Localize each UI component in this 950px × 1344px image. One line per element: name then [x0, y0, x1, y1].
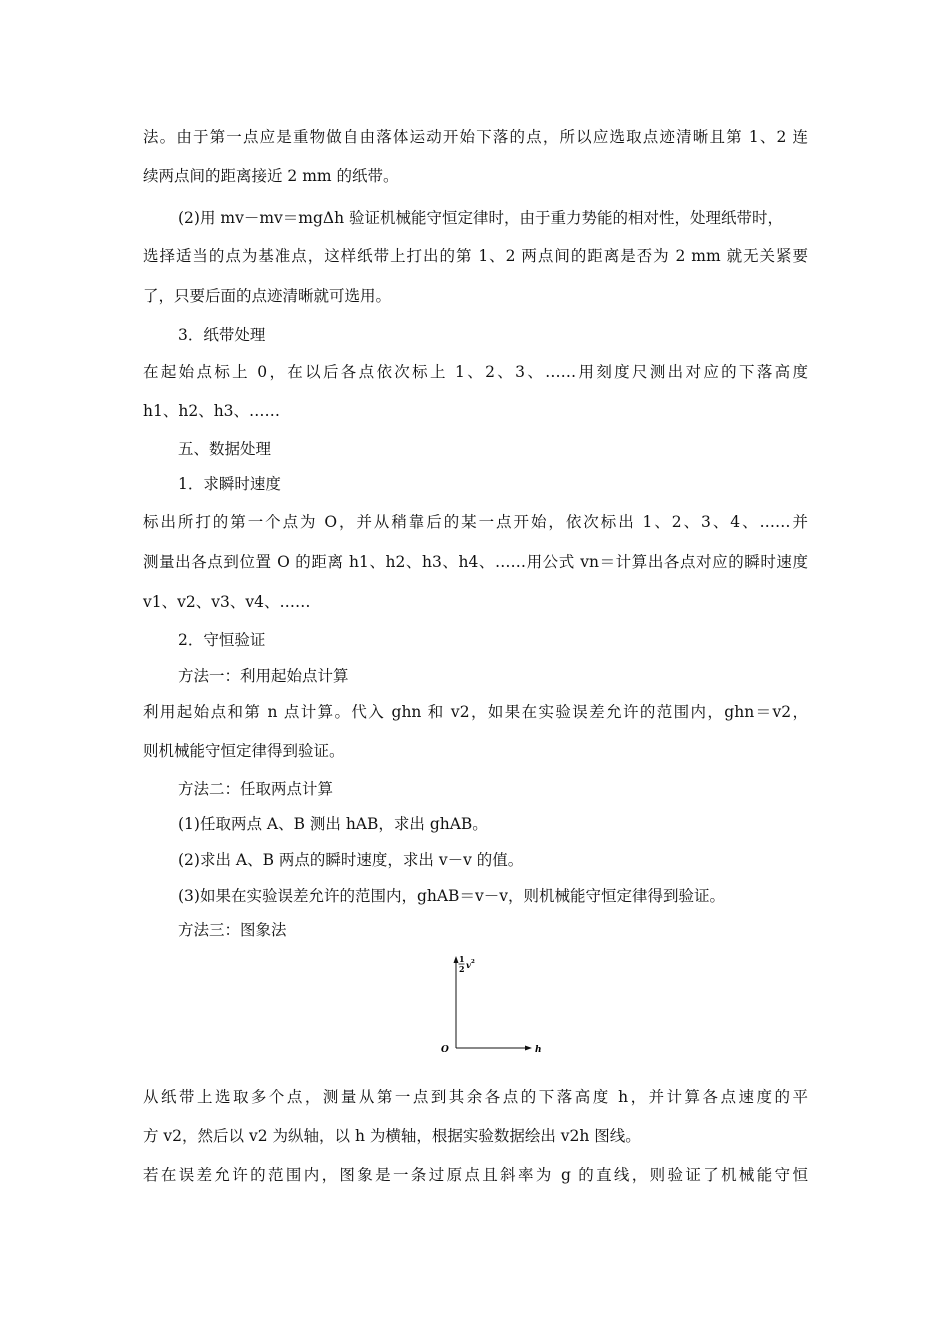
- method-heading: 方法二：任取两点计算: [178, 780, 334, 798]
- text-line: 续两点间的距离接近 2 mm 的纸带。: [143, 167, 399, 185]
- text-line: (1)任取两点 A、B 测出 hAB，求出 ghAB。: [178, 815, 488, 833]
- text-line: v1、v2、v3、v4、……: [143, 593, 311, 611]
- y-label-exponent: 2: [471, 959, 475, 965]
- text-line: (3)如果在实验误差允许的范围内，ghAB＝v－v，则机械能守恒定律得到验证。: [178, 887, 725, 905]
- text-line: 若在误差允许的范围内，图象是一条过原点且斜率为 g 的直线，则验证了机械能守恒: [143, 1166, 808, 1184]
- x-axis-arrow: [525, 1046, 532, 1051]
- section-heading: 3．纸带处理: [178, 326, 266, 344]
- method-heading: 方法三：图象法: [178, 921, 287, 939]
- y-label-denominator: 2: [459, 964, 465, 974]
- text-line: 了，只要后面的点迹清晰就可选用。: [143, 287, 392, 305]
- text-line: h1、h2、h3、……: [143, 402, 281, 420]
- text-line: 利用起始点和第 n 点计算。代入 ghn 和 v2，如果在实验误差允许的范围内，ghn＝v2，: [143, 703, 808, 721]
- section-heading: 五、数据处理: [178, 440, 272, 458]
- text-line: 选择适当的点为基准点，这样纸带上打出的第 1、2 两点间的距离是否为 2 mm 就无关紧要: [143, 247, 808, 265]
- y-label-variable: v: [466, 961, 471, 971]
- v2-h-graph: [436, 948, 548, 1060]
- y-label-numerator: 1: [459, 954, 465, 964]
- text-line: (2)求出 A、B 两点的瞬时速度，求出 v－v 的值。: [178, 851, 524, 869]
- text-line: 测量出各点到位置 O 的距离 h1、h2、h3、h4、……用公式 vn＝计算出各点对应的瞬时速度: [143, 553, 808, 571]
- section-heading: 2．守恒验证: [178, 631, 266, 649]
- text-line: 法。由于第一点应是重物做自由落体运动开始下落的点，所以应选取点迹清晰且第 1、2 连: [143, 128, 808, 146]
- text-line: 在起始点标上 0，在以后各点依次标上 1、2、3、……用刻度尺测出对应的下落高度: [143, 363, 808, 381]
- origin-label: O: [441, 1045, 449, 1055]
- y-axis-arrow: [454, 956, 459, 963]
- text-line: 方 v2，然后以 v2 为纵轴，以 h 为横轴，根据实验数据绘出 v2h 图线。: [143, 1127, 641, 1145]
- text-line: 标出所打的第一个点为 O，并从稍靠后的某一点开始，依次标出 1、2、3、4、……并: [143, 513, 808, 531]
- text-line: (2)用 mv－mv＝mgΔh 验证机械能守恒定律时，由于重力势能的相对性，处理纸带时，: [178, 209, 784, 227]
- method-heading: 方法一：利用起始点计算: [178, 667, 349, 685]
- text-line: 从纸带上选取多个点，测量从第一点到其余各点的下落高度 h，并计算各点速度的平: [143, 1088, 808, 1106]
- section-heading: 1．求瞬时速度: [178, 475, 281, 493]
- x-label: h: [535, 1045, 542, 1055]
- text-line: 则机械能守恒定律得到验证。: [143, 742, 345, 760]
